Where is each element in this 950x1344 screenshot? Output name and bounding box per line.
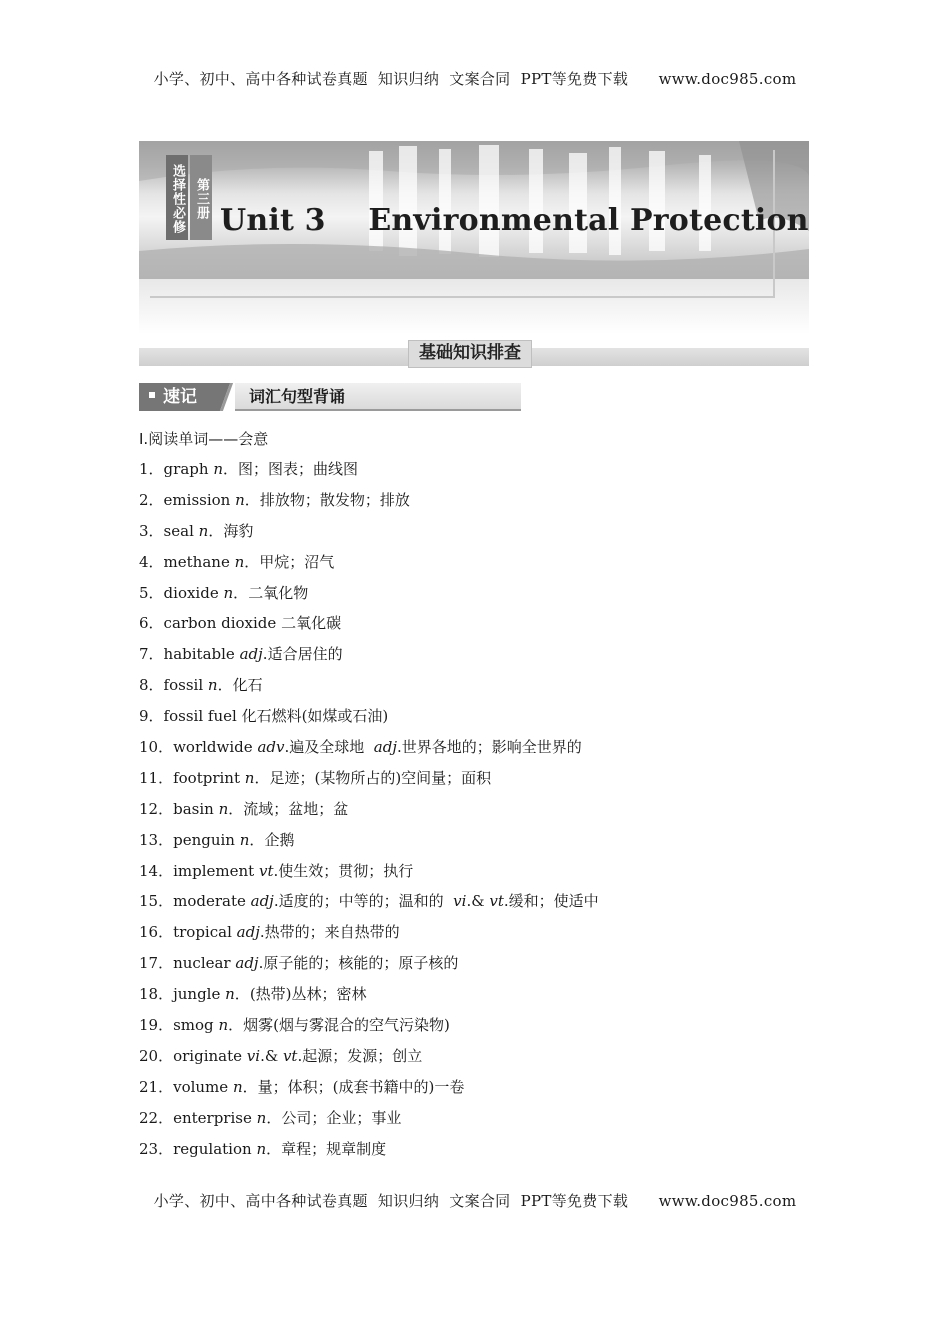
vocab-meaning: 烟雾(烟与雾混合的空气污染物) [243, 1016, 450, 1035]
volume-label [164, 155, 214, 240]
vocab-meaning: 世界各地的；影响全世界的 [401, 738, 582, 757]
vocab-meaning: 适度的；中等的；温和的 [278, 892, 454, 911]
pos-separator: .& [260, 1046, 283, 1065]
pos-separator: ． [233, 583, 249, 602]
vocab-meaning: 流域；盆地；盆 [243, 799, 349, 818]
part-of-speech: vt [282, 1046, 298, 1065]
tab-left-text: 速记 [163, 387, 197, 407]
vocab-word: moderate [173, 892, 246, 911]
part-of-speech: vt [258, 861, 274, 880]
vocab-item [139, 549, 819, 580]
part-of-speech: adj [250, 892, 274, 911]
pos-separator: ． [234, 985, 250, 1004]
pos-separator: ． [244, 490, 260, 509]
page-footer: 小学、初中、高中各种试卷真题 知识归纳 文案合同 PPT等免费下载 www.doc985.com [153, 1192, 797, 1210]
vocab-word: enterprise [173, 1108, 252, 1127]
vocab-number: 14． [139, 861, 174, 880]
vocab-number: 12． [139, 799, 174, 818]
vocab-word: worldwide [173, 738, 253, 757]
vocab-number: 22． [139, 1108, 174, 1127]
vocab-word: carbon dioxide [163, 614, 277, 633]
vocab-item [139, 580, 819, 611]
pos-separator: . [262, 645, 268, 664]
pos-separator: ． [254, 768, 270, 787]
vocab-meaning: 甲烷；沼气 [259, 552, 335, 571]
vocab-meaning: 公司；企业；事业 [281, 1108, 402, 1127]
vocab-number: 18． [139, 985, 174, 1004]
part-of-speech: adj [235, 954, 259, 973]
vocab-meaning: 起源；发源；创立 [302, 1046, 423, 1065]
vocab-meaning: 热带的；来自热带的 [264, 923, 400, 942]
vocab-meaning: 企鹅 [264, 830, 295, 849]
pos-separator: ． [217, 676, 233, 695]
vocab-word: regulation [173, 1139, 252, 1158]
vocab-meaning: 缓和；使适中 [508, 892, 599, 911]
part-of-speech: n [225, 985, 235, 1004]
vocab-meaning: 海豹 [223, 521, 254, 540]
part-of-speech: n [256, 1139, 267, 1158]
section-title: 基础知识排查 [408, 340, 532, 368]
vocab-meaning: 排放物；散发物；排放 [259, 490, 410, 509]
vocab-number: 17． [139, 954, 174, 973]
vocab-item [139, 672, 819, 703]
vocab-item [139, 610, 819, 641]
vocab-item [139, 888, 819, 919]
vocab-number: 1． [139, 460, 164, 478]
pos-separator: ． [228, 1016, 244, 1035]
pos-separator: . [503, 892, 509, 911]
part-of-speech: n [256, 1108, 267, 1127]
pos-separator: ． [228, 799, 244, 818]
vocab-number: 15． [139, 892, 174, 911]
vocab-meaning: 二氧化碳 [281, 614, 342, 633]
vocab-number: 19． [139, 1016, 174, 1035]
part-of-speech: n [235, 490, 245, 509]
part-of-speech: adj [236, 923, 260, 942]
vocab-item [139, 858, 819, 889]
vocab-item [139, 1105, 819, 1136]
vocab-meaning: 适合居住的 [267, 645, 343, 664]
part-of-speech: n [234, 552, 245, 571]
vocab-item [139, 1136, 819, 1167]
pos-separator: ． [222, 460, 238, 478]
vocabulary-section [139, 426, 819, 1166]
pos-separator: . [397, 738, 402, 757]
vocab-item [139, 1012, 819, 1043]
vocab-meaning: 量；体积；(成套书籍中的)一卷 [257, 1077, 465, 1096]
list-heading: Ⅰ.阅读单词——会意 [139, 430, 269, 448]
vocab-number: 6． [139, 614, 164, 633]
pos-separator: . [273, 892, 279, 911]
vocab-word: dioxide [163, 583, 219, 602]
vocab-number: 10． [139, 738, 174, 757]
vocab-item [139, 981, 819, 1012]
vocab-word: penguin [173, 830, 235, 849]
pos-separator: . [259, 923, 265, 942]
vocab-number: 16． [139, 923, 174, 942]
part-of-speech: n [213, 460, 223, 478]
vocab-meaning: 遍及全球地 [289, 738, 374, 757]
part-of-speech: n [207, 676, 218, 695]
vocab-meaning: 足迹；(某物所占的)空间量；面积 [269, 768, 492, 787]
part-of-speech: n [218, 1016, 229, 1035]
square-bullet-icon [149, 392, 155, 398]
vocab-number: 7． [139, 645, 164, 664]
pos-separator: ． [266, 1108, 282, 1127]
pos-separator: . [258, 954, 264, 973]
vocab-word: basin [173, 799, 214, 818]
vocab-meaning: 化石 [232, 676, 263, 695]
vocab-word: seal [163, 521, 194, 540]
vocab-item [139, 1074, 819, 1105]
vocab-word: graph [163, 460, 209, 478]
vocab-word: tropical [173, 923, 232, 942]
vocab-list [139, 456, 819, 1166]
part-of-speech: adv [257, 738, 285, 757]
vocab-meaning: 图；图表；曲线图 [238, 460, 359, 478]
vocab-number: 3． [139, 521, 164, 540]
vocab-word: jungle [173, 985, 221, 1004]
vocab-item [139, 641, 819, 672]
pos-separator: ． [249, 830, 265, 849]
pos-separator: ． [242, 1077, 258, 1096]
page-header: 小学、初中、高中各种试卷真题 知识归纳 文案合同 PPT等免费下载 www.doc985.com [153, 70, 797, 88]
part-of-speech: vi [453, 892, 467, 911]
part-of-speech: n [223, 583, 234, 602]
vocab-item [139, 796, 819, 827]
pos-separator: . [284, 738, 290, 757]
part-of-speech: n [218, 799, 229, 818]
vocab-number: 5． [139, 583, 164, 602]
vocab-number: 2． [139, 490, 164, 509]
vocab-word: methane [163, 552, 230, 571]
vocab-number: 13． [139, 830, 174, 849]
part-of-speech: adj [373, 738, 397, 757]
vocab-word: fossil [163, 676, 204, 695]
subsection-tab [139, 383, 521, 411]
vocab-item [139, 765, 819, 796]
pos-separator: ． [266, 1139, 282, 1158]
vocab-item [139, 703, 819, 734]
vocab-number: 9． [139, 707, 164, 726]
pos-separator: . [297, 1046, 303, 1065]
vocab-item [139, 1043, 819, 1074]
vocab-word: footprint [173, 768, 240, 787]
vocab-item [139, 734, 819, 765]
vocab-word: volume [173, 1077, 229, 1096]
vocab-number: 11． [139, 768, 174, 787]
unit-title: Unit 3 Environmental Protection [220, 203, 809, 238]
volume-label-book: 第三册 [190, 155, 212, 240]
tab-label-right: 词汇句型背诵 [235, 383, 521, 411]
vocab-item [139, 456, 819, 487]
vocab-meaning: 化石燃料(如煤或石油) [241, 707, 389, 726]
vocab-number: 20． [139, 1046, 174, 1065]
vocab-word: nuclear [173, 954, 231, 973]
vocab-meaning: 章程；规章制度 [281, 1139, 387, 1158]
vocab-item [139, 487, 819, 518]
part-of-speech: vi [246, 1046, 261, 1065]
volume-label-series: 选择性必修 [166, 155, 188, 240]
vocab-meaning: (热带)丛林；密林 [249, 985, 367, 1004]
vocab-number: 8． [139, 676, 164, 695]
vocab-word: emission [163, 490, 231, 509]
part-of-speech: n [239, 830, 250, 849]
vocab-item [139, 518, 819, 549]
vocab-number: 21． [139, 1077, 174, 1096]
vocab-item [139, 919, 819, 950]
vocab-meaning: 二氧化物 [248, 583, 309, 602]
part-of-speech: vt [489, 892, 504, 911]
tab-label-left [139, 383, 233, 411]
pos-separator: ． [208, 521, 224, 540]
vocab-word: originate [173, 1046, 242, 1065]
part-of-speech: adj [239, 645, 263, 664]
part-of-speech: n [198, 521, 209, 540]
pos-separator: .& [466, 892, 490, 911]
vocab-number: 23． [139, 1139, 174, 1158]
vocab-word: implement [173, 861, 255, 880]
part-of-speech: n [232, 1077, 243, 1096]
vocab-number: 4． [139, 552, 164, 571]
vocab-word: fossil fuel [163, 707, 237, 726]
vocab-item [139, 950, 819, 981]
vocab-word: smog [173, 1016, 214, 1035]
pos-separator: ． [244, 552, 260, 571]
vocab-word: habitable [163, 645, 235, 664]
vocab-item [139, 827, 819, 858]
vocab-meaning: 使生效；贯彻；执行 [278, 861, 414, 880]
pos-separator: . [273, 861, 279, 880]
part-of-speech: n [244, 768, 255, 787]
vocab-meaning: 原子能的；核能的；原子核的 [263, 954, 459, 973]
